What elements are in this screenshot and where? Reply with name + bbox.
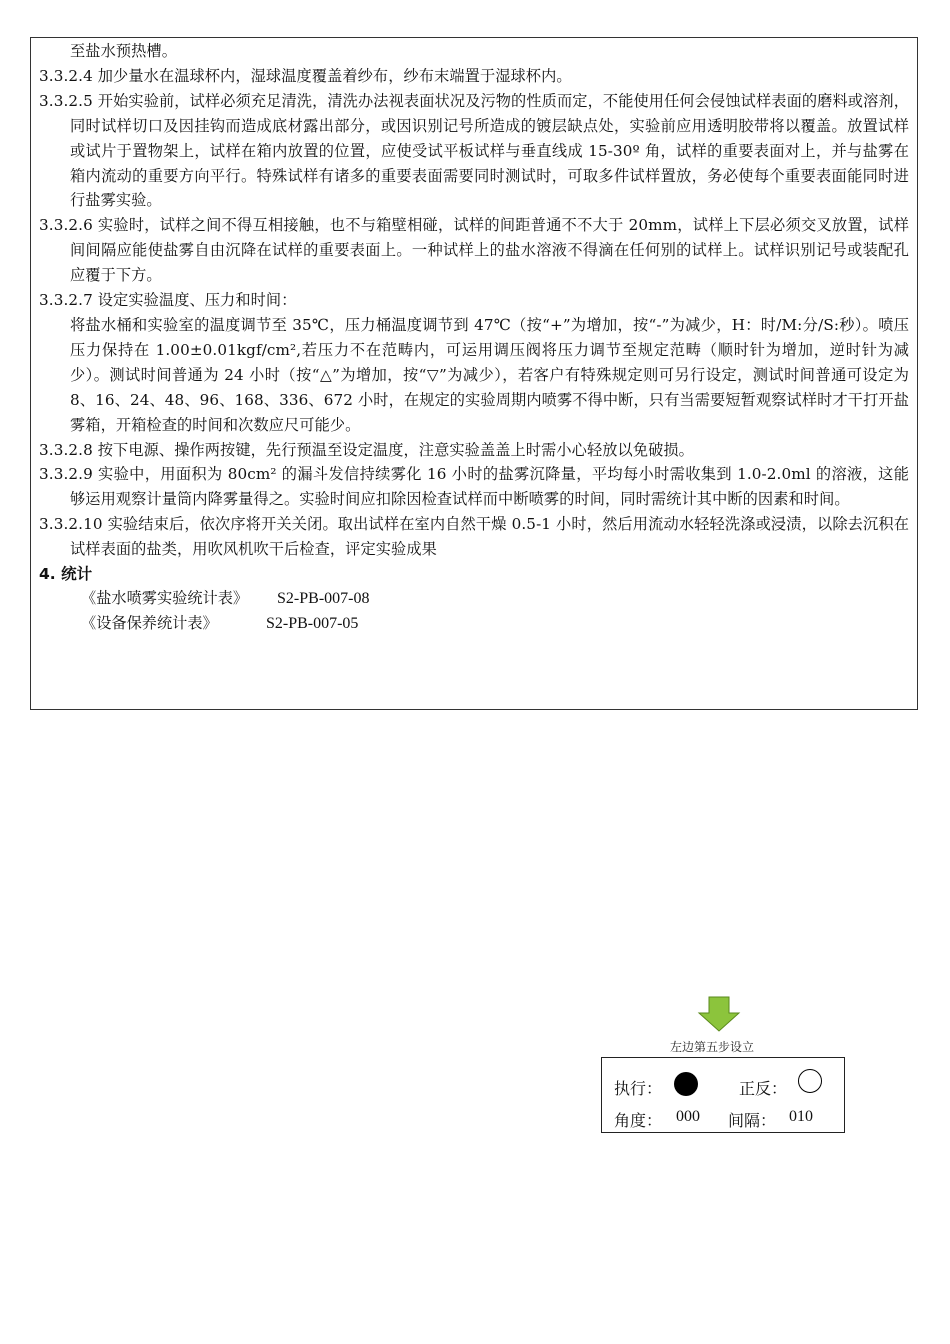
section-heading-statistics: 4. 统计 bbox=[39, 565, 93, 584]
record-code: S2-PB-007-08 bbox=[277, 590, 370, 608]
interval-value: 010 bbox=[789, 1108, 813, 1125]
paragraph-3-3-2-10: 3.3.2.10 实验结束后，依次序将开关关闭。取出试样在室内自然干燥 0.5-1 小时，然后用流动水轻轻洗涤或浸渍，以除去沉积在试样表面的盐类，用吹风机吹干后检查，评定实验成果 bbox=[39, 515, 909, 559]
paragraph-3-3-2-6: 3.3.2.6 实验时，试样之间不得互相接触，也不与箱壁相碰，试样的间距普通不不大于 20mm，试样上下层必须交叉放置，试样间间隔应能使盐雾自由沉降在试样的重要表面上。一种试样上的盐水溶液不得滴在任何别的试样上。试样识别记号或装配孔应覆于下方。 bbox=[39, 216, 909, 285]
direction-label: 正反： bbox=[739, 1079, 788, 1098]
record-name: 《设备保养统计表》 bbox=[81, 614, 218, 633]
paragraph-3-3-2-5: 3.3.2.5 开始实验前，试样必须充足清洗，清洗办法视表面状况及污物的性质而定，不能使用任何会侵蚀试样表面的磨料或溶剂，同时试样切口及因挂钩而造成底材露出部分，或因识别记号所造成的镀层缺点处，实验前应用透明胶带将以覆盖。放置试样或试片于置物架上，试样在箱内放置的位置，应使受试平板试样与垂直线成 15-30º 角，试样的重要表面对上，并与盐雾在箱内流动的重要方向平行。特殊试样有诸多的重要表面需要同时测试时，可取多件试样置放，务必使每个重要表面能同时进行盐雾实验。 bbox=[39, 91, 909, 210]
paragraph-3-3-2-8: 3.3.2.8 按下电源、操作两按键，先行预温至设定温度，注意实验盖盖上时需小心轻放以免破损。 bbox=[39, 440, 694, 459]
paragraph-3-3-2-9: 3.3.2.9 实验中，用面积为 80cm² 的漏斗发信持续雾化 16 小时的盐雾沉降量，平均每小时需收集到 1.0-2.0ml 的溶液，这能够运用观察计量筒内降雾量得之。实验时间应扣除因检查试样而中断喷雾的时间，同时需统计其中断的因素和时间。 bbox=[39, 465, 909, 509]
paragraph-3-3-2-7-body: 将盐水桶和实验室的温度调节至 35℃，压力桶温度调节到 47℃（按“+”为增加，按“-”为减少，H：时/M:分/S:秒）。喷压压力保持在 1.00±0.01kgf/cm²,若压力不在范畴内，可运用调压阀将压力调节至规定范畴（顺时针为增加，逆时针为减少）。测试时间普通为 24 小时（按“△”为增加，按“▽”为减少），若客户有特殊规定则可另行设定，测试时间普通可设定为 8、16、24、48、96、168、336、672 小时，在规定的实验周期内喷雾不得中断，只有当需要短暂观察试样时才干打开盐雾箱，开箱检查的时间和次数应尺可能少。 bbox=[70, 315, 909, 434]
green-down-arrow-icon bbox=[697, 996, 741, 1032]
widget-caption: 左边第五步设立 bbox=[670, 1040, 755, 1054]
record-code: S2-PB-007-05 bbox=[265, 615, 359, 633]
record-row bbox=[39, 586, 909, 611]
execute-label: 执行： bbox=[614, 1079, 663, 1098]
paragraph-3-3-2-7: 3.3.2.7 设定实验温度、压力和时间： bbox=[39, 291, 297, 310]
interval-label: 间隔： bbox=[728, 1111, 777, 1130]
record-name: 《盐水喷雾实验统计表》 bbox=[81, 589, 249, 608]
record-row bbox=[39, 611, 909, 636]
execute-indicator-filled[interactable] bbox=[674, 1072, 698, 1096]
direction-indicator-empty[interactable] bbox=[798, 1069, 822, 1093]
angle-label: 角度： bbox=[614, 1111, 663, 1130]
setting-panel bbox=[601, 1057, 845, 1133]
angle-value: 000 bbox=[676, 1108, 700, 1125]
paragraph-3-3-2-3-tail: 至盐水预热槽。 bbox=[70, 42, 178, 60]
document-frame bbox=[30, 37, 918, 710]
paragraph-3-3-2-4: 3.3.2.4 加少量水在温球杯内，湿球温度覆盖着纱布，纱布末端置于湿球杯内。 bbox=[39, 66, 572, 85]
